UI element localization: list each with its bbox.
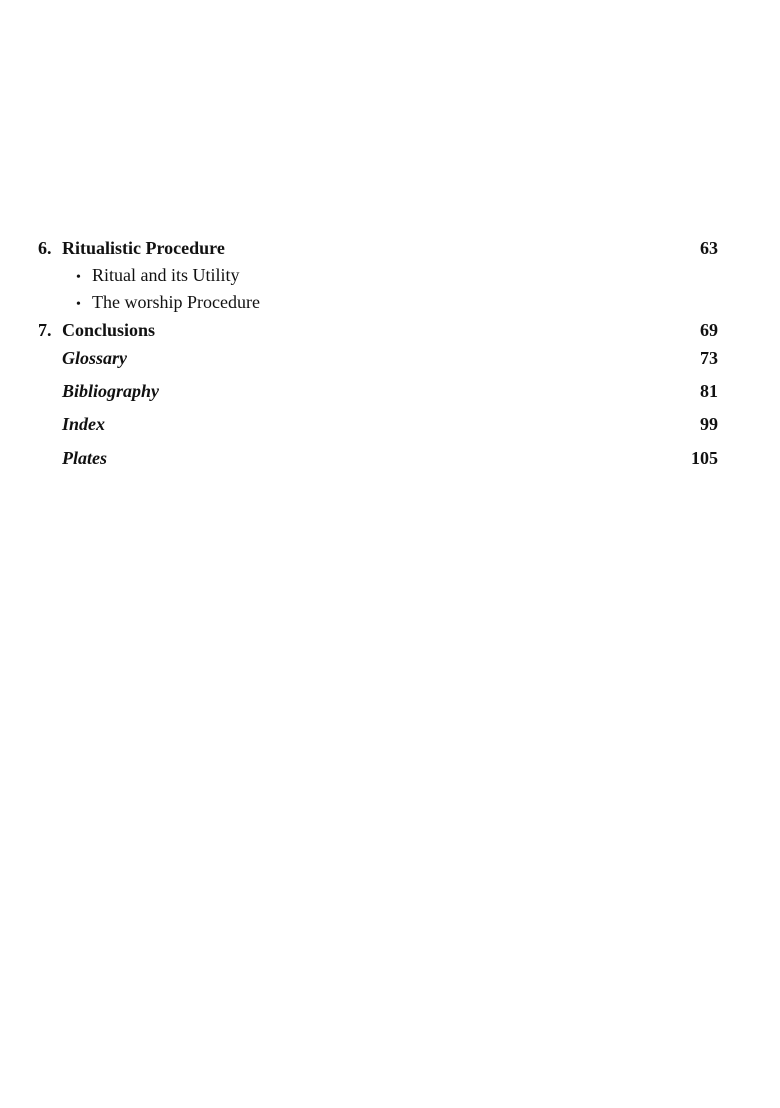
toc-entry-plates[interactable] [38, 446, 718, 470]
toc-entry-index[interactable] [38, 412, 718, 436]
bullet-icon: • [76, 270, 81, 285]
page-number: 73 [700, 348, 718, 368]
toc-entry-glossary[interactable] [38, 346, 718, 370]
subsection-title: Ritual and its Utility [92, 265, 240, 285]
chapter-number: 6. [38, 238, 52, 258]
toc-entry-chapter-6[interactable] [38, 236, 718, 260]
bullet-icon: • [76, 297, 81, 312]
chapter-number: 7. [38, 320, 52, 340]
chapter-title: Ritualistic Procedure [62, 238, 225, 258]
toc-entry-chapter-7[interactable] [38, 318, 718, 342]
page-number: 105 [691, 448, 718, 468]
page-number: 99 [700, 414, 718, 434]
subsection-title: The worship Procedure [92, 292, 260, 312]
toc-subsection[interactable] [76, 263, 240, 287]
page-number: 69 [700, 320, 718, 340]
chapter-title: Conclusions [62, 320, 156, 340]
toc-subsection[interactable] [76, 290, 260, 314]
back-matter-title: Bibliography [62, 381, 160, 401]
toc-entry-bibliography[interactable] [38, 379, 718, 403]
page-number: 81 [700, 381, 718, 401]
back-matter-title: Glossary [62, 348, 128, 368]
back-matter-title: Plates [62, 448, 107, 468]
page-number: 63 [700, 238, 718, 258]
back-matter-title: Index [62, 414, 106, 434]
